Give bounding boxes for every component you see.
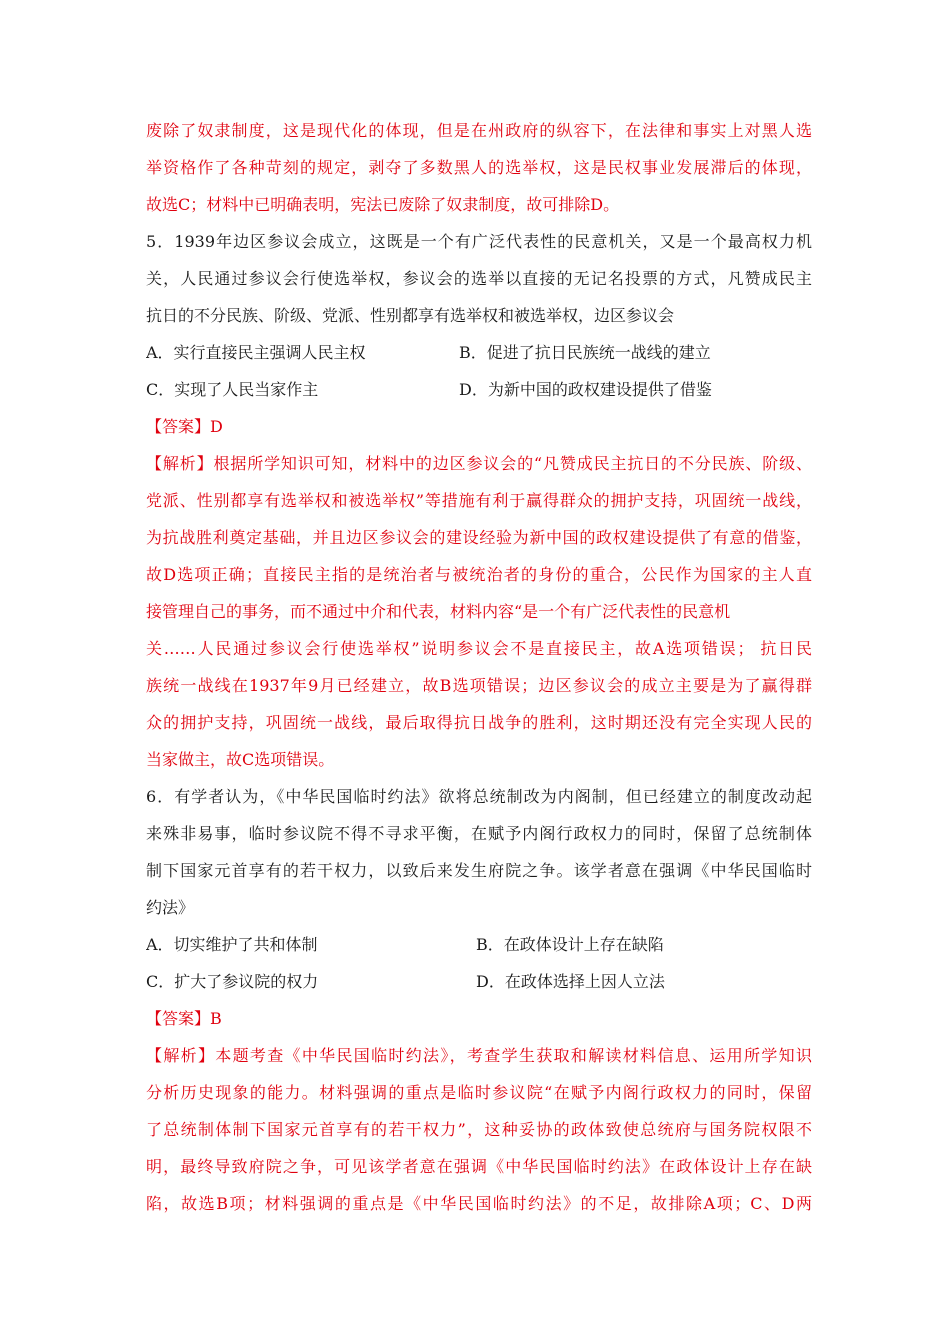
q5-analysis-line: 为抗战胜利奠定基础，并且边区参议会的建设经验为新中国的政权建设提供了有意的借鉴，	[146, 528, 812, 547]
q5-option-a: A．实行直接民主强调人民主权	[146, 343, 366, 362]
q5-analysis-line: 当家做主，故C选项错误。	[146, 750, 335, 769]
q5-option-c: C．实现了人民当家作主	[146, 380, 319, 399]
answer-value: D	[210, 417, 223, 436]
q5-option-b: B．促进了抗日民族统一战线的建立	[459, 343, 711, 362]
q6-analysis-line: 明，最终导致府院之争，可见该学者意在强调《中华民国临时约法》在政体设计上存在缺	[146, 1157, 812, 1176]
q5-analysis-line	[146, 445, 812, 482]
q5-stem-line: 5．1939年边区参议会成立，这既是一个有广泛代表性的民意机关，又是一个最高权力机	[146, 232, 812, 251]
q6-analysis-line: 陷，故选B项；材料强调的重点是《中华民国临时约法》的不足，故排除A项；C、D两	[146, 1194, 812, 1213]
q6-stem-line: 6．有学者认为，《中华民国临时约法》欲将总统制改为内阁制，但已经建立的制度改动起	[146, 787, 812, 806]
q6-stem-line: 来殊非易事，临时参议院不得不寻求平衡，在赋予内阁行政权力的同时，保留了总统制体	[146, 824, 812, 843]
q5-stem-line: 抗日的不分民族、阶级、党派、性别都享有选举权和被选举权，边区参议会	[146, 306, 675, 325]
q5-analysis-line: 故D选项正确；直接民主指的是统治者与被统治者的身份的重合，公民作为国家的主人直	[146, 565, 812, 584]
analysis-tag: 【解析】	[146, 1046, 216, 1065]
q5-stem-line: 关，人民通过参议会行使选举权，参议会的选举以直接的无记名投票的方式，凡赞成民主	[146, 269, 812, 288]
q5-analysis-line: 众的拥护支持，巩固统一战线，最后取得抗日战争的胜利，这时期还没有完全实现人民的	[146, 713, 812, 732]
q6-answer	[146, 1000, 812, 1037]
q6-stem-line: 约法》	[146, 898, 195, 917]
q5-options-row	[146, 371, 812, 408]
q6-analysis-line	[146, 1037, 812, 1074]
q6-stem-line: 制下国家元首享有的若干权力，以致后来发生府院之争。该学者意在强调《中华民国临时	[146, 861, 812, 880]
q5-analysis-line: 族统一战线在1937年9月已经建立，故B选项错误；边区参议会的成立主要是为了赢得群	[146, 676, 812, 695]
q5-analysis-line: 关……人民通过参议会行使选举权”说明参议会不是直接民主，故A选项错误； 抗日民	[146, 639, 812, 658]
q4-analysis-line: 举资格作了各种苛刻的规定，剥夺了多数黑人的选举权，这是民权事业发展滞后的体现，	[146, 158, 812, 177]
answer-tag: 【答案】	[146, 1009, 211, 1028]
q5-analysis-line: 接管理自己的事务，而不通过中介和代表，材料内容“是一个有广泛代表性的民意机	[146, 602, 731, 621]
q6-analysis-line: 分析历史现象的能力。材料强调的重点是临时参议院“在赋予内阁行政权力的同时，保留	[146, 1083, 812, 1102]
q6-analysis-line: 了总统制体制下国家元首享有的若干权力”，这种妥协的政体致使总统府与国务院权限不	[146, 1120, 812, 1139]
q6-options-row	[146, 926, 812, 963]
q5-analysis-text: 根据所学知识可知，材料中的边区参议会的“凡赞成民主抗日的不分民族、阶级、	[213, 454, 812, 473]
q4-analysis-line: 废除了奴隶制度，这是现代化的体现，但是在州政府的纵容下，在法律和事实上对黑人选	[146, 121, 812, 140]
q6-option-d: D．在政体选择上因人立法	[476, 972, 665, 991]
analysis-tag: 【解析】	[146, 454, 214, 473]
answer-value: B	[210, 1009, 222, 1028]
q6-options-row	[146, 963, 812, 1000]
q5-options-row	[146, 334, 812, 371]
q4-analysis-line: 故选C；材料中已明确表明，宪法已废除了奴隶制度，故可排除D。	[146, 195, 620, 214]
q6-option-c: C．扩大了参议院的权力	[146, 972, 319, 991]
q5-answer	[146, 408, 812, 445]
page-content	[146, 112, 812, 1222]
q5-option-d: D．为新中国的政权建设提供了借鉴	[459, 380, 712, 399]
answer-tag: 【答案】	[146, 417, 211, 436]
q6-analysis-text: 本题考查《中华民国临时约法》，考查学生获取和解读材料信息、运用所学知识	[215, 1046, 812, 1065]
q5-analysis-line: 党派、性别都享有选举权和被选举权”等措施有利于赢得群众的拥护支持，巩固统一战线，	[146, 491, 812, 510]
q6-option-a: A．切实维护了共和体制	[146, 935, 318, 954]
q6-option-b: B．在政体设计上存在缺陷	[476, 935, 664, 954]
